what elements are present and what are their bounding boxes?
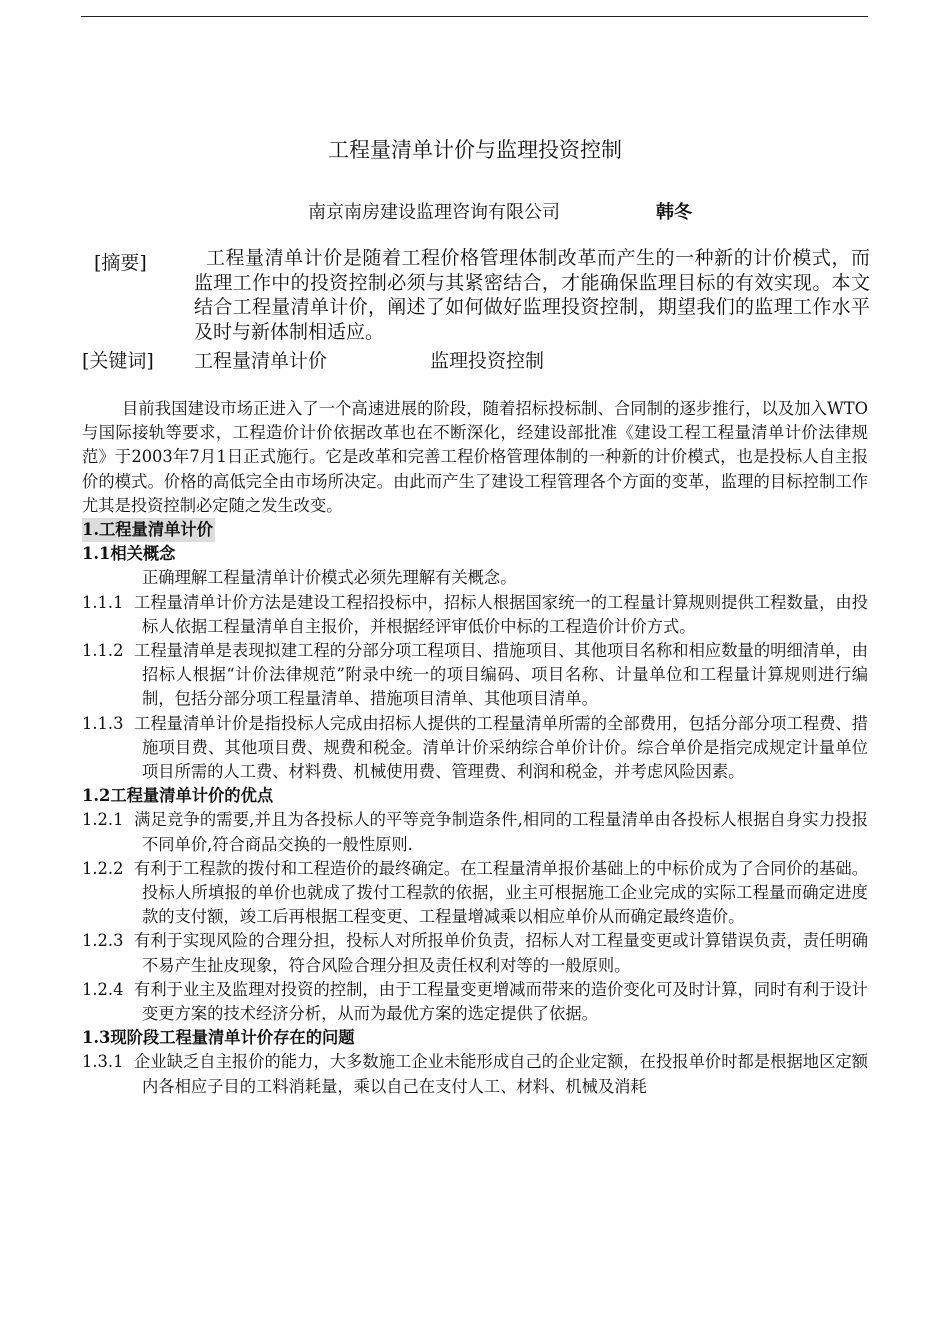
list-item-text: 工程量清单是表现拟建工程的分部分项工程项目、措施项目、其他项目名称和相应数量的明细清单，由招标人根据“计价法律规范”附录中统一的项目编码、项目名称、计量单位和工程量计算规则进行编制，包括分部分项工程量清单、措施项目清单、其他项目清单。 <box>134 641 868 709</box>
list-1-2 <box>82 808 868 1026</box>
list-item-text: 工程量清单计价方法是建设工程招投标中，招标人根据国家统一的工程量计算规则提供工程数量，由投标人依据工程量清单自主报价，并根据经评审低价中标的工程造价计价方式。 <box>134 592 868 636</box>
list-item-number: 1.2.3 <box>82 931 124 951</box>
list-item <box>82 857 868 930</box>
abstract-body: 工程量清单计价是随着工程价格管理体制改革而产生的一种新的计价模式，而监理工作中的投资控制必须与其紧密结合，才能确保监理目标的有效实现。本文结合工程量清单计价，阐述了如何做好监理投资控制，期望我们的监理工作水平及时与新体制相适应。 <box>194 247 870 343</box>
keyword-1: 工程量清单计价 <box>194 350 328 372</box>
list-item-number: 1.2.1 <box>82 810 124 830</box>
header-rule <box>81 16 868 17</box>
list-item-text: 满足竞争的需要,并且为各投标人的平等竞争制造条件,相同的工程量清单由各投标人根据自身实力投报不同单价,符合商品交换的一般性原则. <box>134 810 868 854</box>
section-heading-1-3: 1.3现阶段工程量清单计价存在的问题 <box>82 1028 355 1048</box>
document-title: 工程量清单计价与监理投资控制 <box>328 138 622 162</box>
list-item-number: 1.1.2 <box>82 641 124 661</box>
list-item-text: 有利于工程款的拨付和工程造价的最终确定。在工程量清单报价基础上的中标价成为了合同价的基础。投标人所填报的单价也就成了拨付工程款的依据，业主可根据施工企业完成的实际工程量而确定进度款的支付额，竣工后再根据工程变更、工程量增减乘以相应单价从而确定最终造价。 <box>134 858 868 927</box>
section-heading-1-1: 1.1相关概念 <box>82 544 176 564</box>
list-item-number: 1.1.1 <box>82 592 124 612</box>
section-heading-1-2: 1.2工程量清单计价的优点 <box>82 786 274 806</box>
list-item-text: 工程量清单计价是指投标人完成由招标人提供的工程量清单所需的全部费用，包括分部分项工程费、措施项目费、其他项目费、规费和税金。清单计价采纳综合单价计价。综合单价是指完成规定计量单位项目所需的人工费、材料费、机械使用费、管理费、利润和税金，并考虑风险因素。 <box>134 713 868 782</box>
document-body <box>82 397 868 1099</box>
list-item <box>82 978 868 1026</box>
list-item-number: 1.3.1 <box>82 1052 124 1072</box>
keywords-label: [关键词] <box>82 350 154 372</box>
list-item-text: 企业缺乏自主报价的能力，大多数施工企业未能形成自己的企业定额，在投报单价时都是根据地区定额内各相应子目的工料消耗量，乘以自己在支付人工、材料、机械及消耗 <box>134 1052 868 1096</box>
author-name: 韩冬 <box>656 202 692 223</box>
list-item <box>82 639 868 712</box>
keyword-2: 监理投资控制 <box>430 350 545 372</box>
list-item-text: 有利于实现风险的合理分担，投标人对所报单价负责，招标人对工程量变更或计算错误负责，责任明确不易产生扯皮现象，符合风险合理分担及责任权利对等的一般原则。 <box>134 931 868 975</box>
list-item <box>82 1050 868 1098</box>
intro-paragraph: 目前我国建设市场正进入了一个高速进展的阶段，随着招标投标制、合同制的逐步推行，以及加入WTO与国际接轨等要求，工程造价计价依据改革也在不断深化，经建设部批准《建设工程工程量清单计价法律规范》于2003年7月1日正式施行。它是改革和完善工程价格管理体制的一种新的计价模式，也是投标人自主报价的模式。价格的高低完全由市场所决定。由此而产生了建设工程管理各个方面的变革，监理的目标控制工作尤其是投资控制必定随之发生改变。 <box>82 399 868 515</box>
list-item-number: 1.1.3 <box>82 713 124 733</box>
list-item <box>82 591 868 639</box>
section-heading-1-text: 1.工程量清单计价 <box>82 518 215 542</box>
author-organization: 南京南房建设监理咨询有限公司 <box>308 202 560 223</box>
list-item <box>82 929 868 977</box>
list-item <box>82 712 868 785</box>
list-item <box>82 808 868 856</box>
abstract-text <box>194 246 870 344</box>
list-1-1 <box>82 591 868 785</box>
list-item-number: 1.2.2 <box>82 858 124 878</box>
list-item-text: 有利于业主及监理对投资的控制，由于工程量变更增减而带来的造价变化可及时计算，同时有利于设计变更方案的技术经济分析，从而为最优方案的选定提供了依据。 <box>134 979 868 1024</box>
list-1-3 <box>82 1050 868 1098</box>
section-1-1-intro: 正确理解工程量清单计价模式必须先理解有关概念。 <box>142 568 517 588</box>
abstract-label: [摘要] <box>94 252 147 274</box>
section-heading-1 <box>82 518 868 542</box>
list-item-number: 1.2.4 <box>82 979 124 999</box>
